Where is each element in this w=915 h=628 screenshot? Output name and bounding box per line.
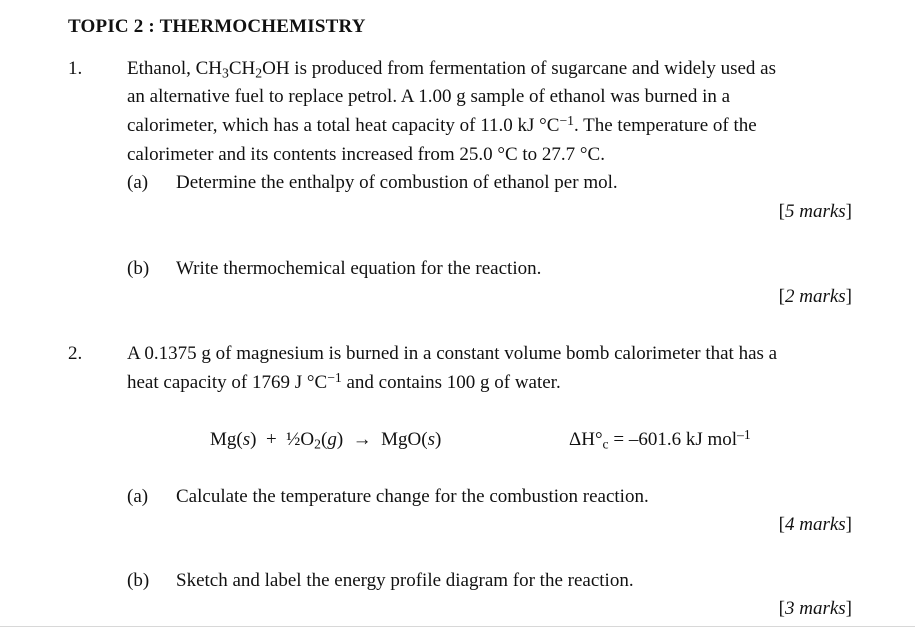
q2-equation: $Mg(s) + \frac{1}{2}O_2(g) \to MgO(s)$	[210, 429, 442, 452]
q1a-text: Determine the enthalpy of combustion of ethanol per mol.	[176, 172, 618, 193]
q1b-text: Write thermochemical equation for the reaction.	[176, 258, 542, 279]
q2-line1: A 0.1375 g of magnesium is burned in a constant volume bomb calorimeter that has a	[127, 343, 778, 364]
q1-number: 1.	[68, 58, 83, 79]
page-bottom-divider	[0, 626, 915, 627]
q1a-label: (a)	[127, 172, 149, 193]
q1-line2: an alternative fuel to replace petrol. A 1.00 g sample of ethanol was burned in a	[127, 86, 731, 107]
q2-enthalpy: $\Delta H^\circ_c = -601.6$ kJ mol$^{-1}$	[569, 426, 751, 452]
q2a-label: (a)	[127, 486, 149, 507]
q2a-marks: [4 marks]	[778, 514, 852, 535]
q1-line1: Ethanol, $CH_3CH_2OH$ is produced from fermentation of sugarcane and widely used as	[127, 58, 776, 81]
page-title: TOPIC 2 : THERMOCHEMISTRY	[68, 16, 366, 37]
q2a-text: Calculate the temperature change for the combustion reaction.	[176, 486, 649, 507]
q1b-marks: [2 marks]	[778, 286, 852, 307]
q2b-label: (b)	[127, 570, 150, 591]
q1a-marks: [5 marks]	[778, 201, 852, 222]
q1-line3: calorimeter, which has a total heat capacity of 11.0 kJ $^\circ C^{-1}$. The temperature of the	[127, 112, 757, 136]
q2-number: 2.	[68, 343, 83, 364]
q2-line2: heat capacity of 1769 J $^\circ C^{-1}$ and contains 100 g of water.	[127, 369, 561, 393]
q2b-marks: [3 marks]	[778, 598, 852, 619]
q1b-label: (b)	[127, 258, 150, 279]
q1-line4: calorimeter and its contents increased from 25.0 °C to 27.7 °C.	[127, 144, 605, 165]
q2b-text: Sketch and label the energy profile diagram for the reaction.	[176, 570, 634, 591]
